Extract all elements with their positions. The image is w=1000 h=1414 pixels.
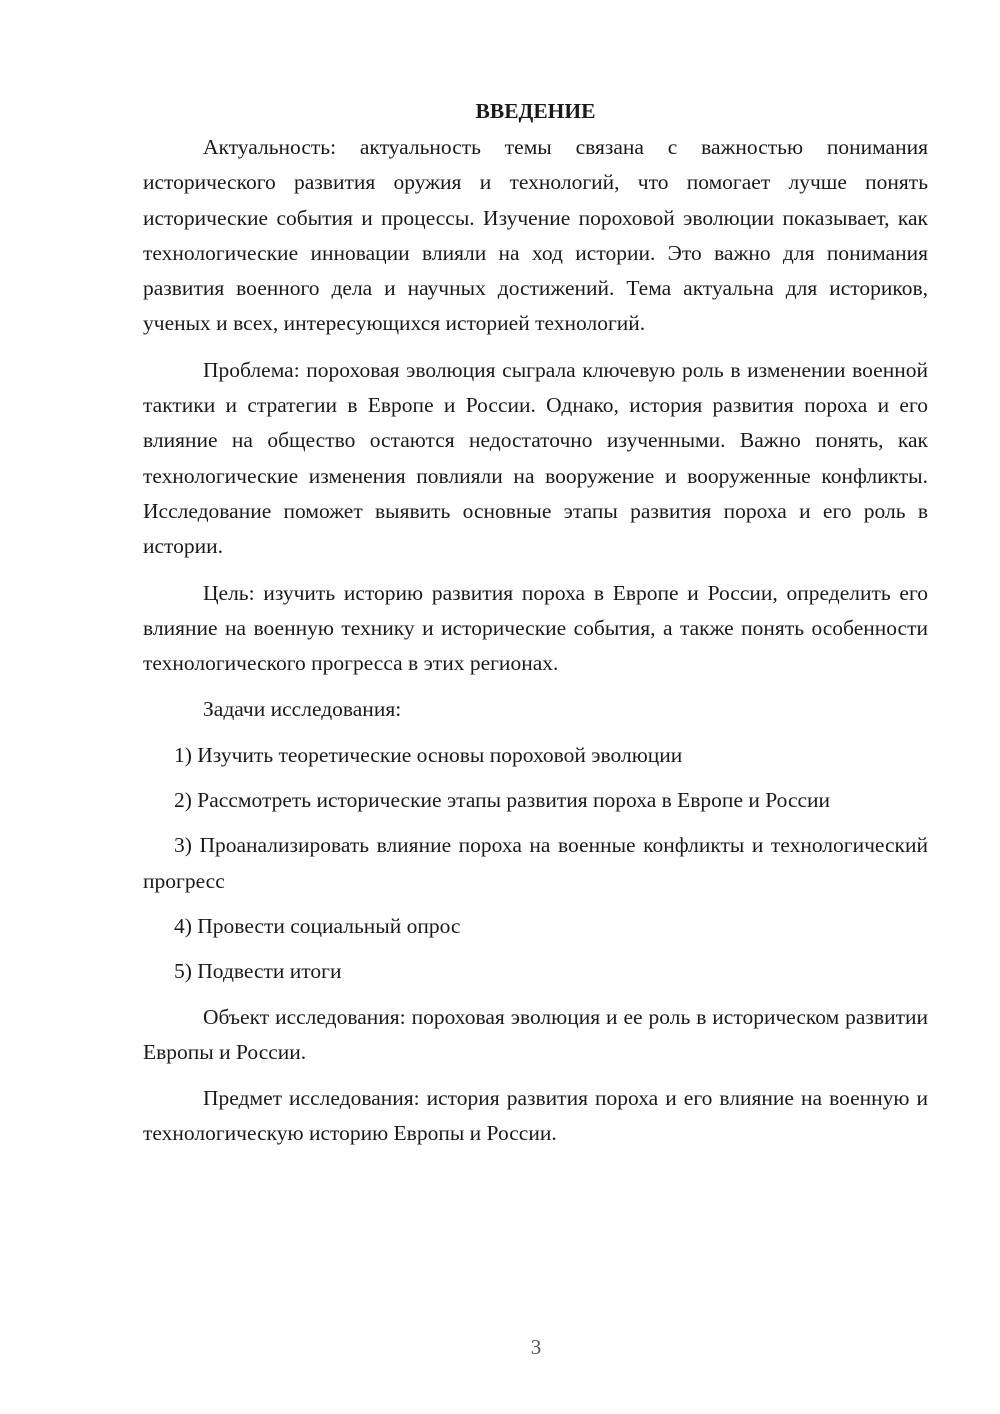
page-number: 3	[530, 1335, 542, 1359]
paragraph-relevance: Актуальность: актуальность темы связана с важностью понимания исторического развития оружия и технологий, что помогает лучше понять исторические события и процессы. Изучение пороховой эволюции показывает, как технологические инновации влияли на ход истории. Это важно для понимания развития военного дела и научных достижений. Тема актуальна для историков, ученых и всех, интересующихся историей технологий.	[143, 135, 928, 336]
task-item-4: 4) Провести социальный опрос	[174, 913, 461, 938]
task-item-2: 2) Рассмотреть исторические этапы развития пороха в Европе и России	[174, 788, 831, 813]
paragraph-goal: Цель: изучить историю развития пороха в Европе и России, определить его влияние на военную технику и исторические события, а также понять особенности технологического прогресса в этих регионах.	[143, 580, 928, 676]
task-item-3: 3) Проанализировать влияние пороха на военные конфликты и технологический прогресс	[143, 833, 928, 893]
tasks-title: Задачи исследования:	[203, 697, 402, 722]
page-content	[143, 95, 928, 1163]
paragraph-subject: Предмет исследования: история развития пороха и его влияние на военную и технологическую историю Европы и России.	[143, 1086, 928, 1146]
task-item-5: 5) Подвести итоги	[174, 959, 342, 984]
paragraph-problem: Проблема: пороховая эволюция сыграла ключевую роль в изменении военной тактики и стратегии в Европе и России. Однако, история развития пороха и его влияние на общество остаются недостаточно изученными. Важно понять, как технологические изменения повлияли на вооружение и вооруженные конфликты. Исследование поможет выявить основные этапы развития пороха и его роль в истории.	[143, 357, 928, 559]
task-item-1: 1) Изучить теоретические основы пороховой эволюции	[174, 742, 683, 767]
paragraph-object: Объект исследования: пороховая эволюция и ее роль в историческом развитии Европы и России.	[143, 1004, 928, 1064]
section-heading: ВВЕДЕНИЕ	[475, 99, 596, 123]
